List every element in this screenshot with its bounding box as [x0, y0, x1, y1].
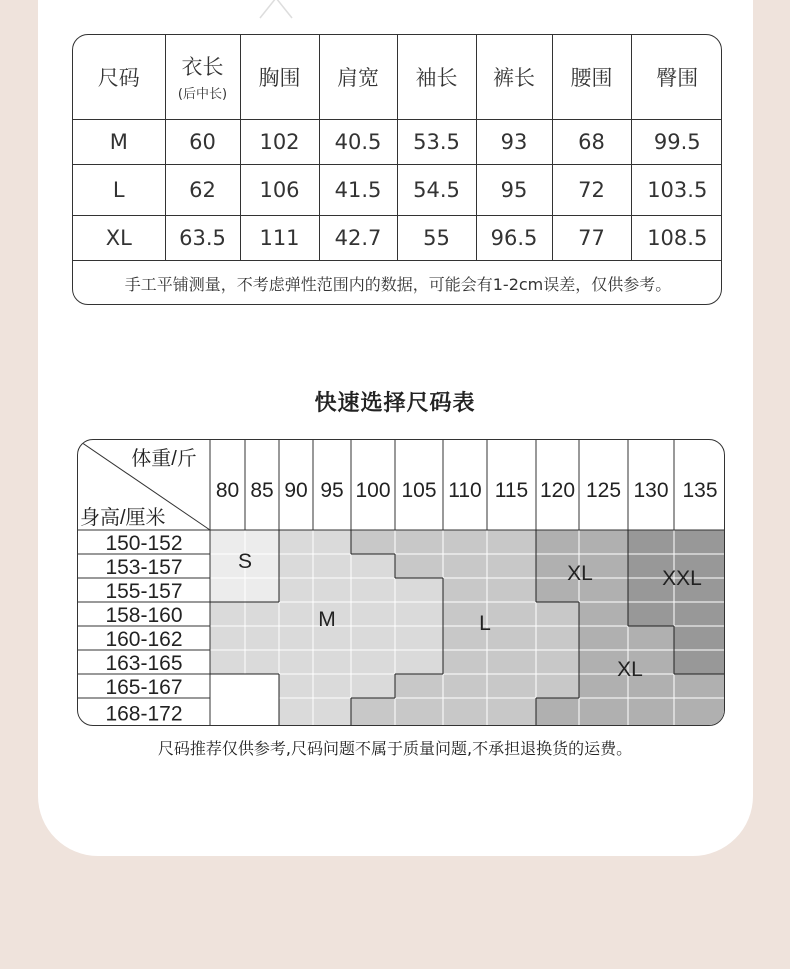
zone-cell [395, 674, 443, 698]
header-label: 衣长 [181, 55, 224, 80]
table-cell: 62 [165, 164, 240, 215]
zone-cell [443, 530, 487, 554]
zone-cell [628, 530, 674, 554]
size-zone-label: XL [617, 658, 643, 681]
zone-cell [210, 698, 245, 726]
weight-header: 105 [401, 479, 437, 502]
table-cell: 108.5 [631, 215, 722, 260]
zone-cell [579, 602, 628, 626]
table-cell: 77 [552, 215, 631, 260]
size-chart-table [72, 34, 722, 305]
zone-cell [395, 602, 443, 626]
zone-cell [579, 530, 628, 554]
quick-select-chart [77, 439, 725, 726]
zone-cell [279, 698, 313, 726]
note-row [73, 260, 722, 305]
table-cell: M [73, 119, 165, 164]
zone-cell [674, 602, 725, 626]
zone-cell [487, 650, 536, 674]
table-cell: 68 [552, 119, 631, 164]
zone-cell [487, 602, 536, 626]
zone-cell [245, 698, 279, 726]
weight-header: 80 [215, 479, 240, 502]
zone-cell [210, 626, 245, 650]
zone-cell [579, 626, 628, 650]
table-cell: 63.5 [165, 215, 240, 260]
table-cell: 42.7 [319, 215, 397, 260]
table-cell: 53.5 [397, 119, 476, 164]
zone-cell [487, 530, 536, 554]
zone-cell [674, 626, 725, 650]
zone-cell [351, 626, 395, 650]
triangle-decoration [258, 0, 294, 20]
size-chart-header-row [73, 35, 722, 119]
table-row [73, 164, 722, 215]
header-sublabel: (后中长) [177, 87, 228, 103]
zone-cell [313, 674, 351, 698]
zone-cell [210, 674, 245, 698]
zone-cell [395, 626, 443, 650]
zone-cell [245, 602, 279, 626]
header-cell: 袖长 [397, 35, 476, 119]
height-axis-label: 身高/厘米 [80, 507, 166, 529]
weight-header: 115 [494, 479, 529, 502]
height-label: 160-162 [105, 628, 183, 651]
zone-cell [351, 650, 395, 674]
zone-cell [245, 674, 279, 698]
zone-cell [536, 674, 579, 698]
weight-header: 125 [585, 479, 622, 502]
zone-cell [351, 698, 395, 726]
zone-cell [245, 578, 279, 602]
table-cell: 111 [240, 215, 319, 260]
zone-cell [628, 626, 674, 650]
zone-cell [395, 650, 443, 674]
zone-cell [536, 530, 579, 554]
zone-cell [628, 602, 674, 626]
zone-cell [279, 650, 313, 674]
table-cell: 41.5 [319, 164, 397, 215]
table-cell: 106 [240, 164, 319, 215]
size-zone-label: L [479, 612, 491, 635]
weight-header: 85 [250, 479, 274, 502]
height-label: 163-165 [105, 652, 183, 675]
height-label: 168-172 [105, 702, 183, 726]
zone-cell [395, 578, 443, 602]
height-label: 155-157 [105, 580, 183, 603]
zone-cell [245, 650, 279, 674]
zone-cell [351, 578, 395, 602]
disclaimer-note: 尺码推荐仅供参考,尺码问题不属于质量问题,不承担退换货的运费。 [157, 739, 633, 758]
zone-cell [351, 554, 395, 578]
table-cell: 54.5 [397, 164, 476, 215]
zone-cell [443, 650, 487, 674]
zone-cell [674, 650, 725, 674]
zone-cell [351, 602, 395, 626]
zone-cell [313, 530, 351, 554]
zone-cell [443, 578, 487, 602]
zone-cell [395, 530, 443, 554]
zone-cell [536, 602, 579, 626]
zone-cell [674, 530, 725, 554]
zone-cell [628, 698, 674, 726]
table-cell: 102 [240, 119, 319, 164]
zone-cell [443, 674, 487, 698]
weight-axis-label: 体重/斤 [131, 448, 197, 470]
header-cell [165, 35, 240, 119]
table-cell: 99.5 [631, 119, 722, 164]
zone-cell [487, 626, 536, 650]
weight-header: 95 [320, 479, 344, 502]
table-row [73, 119, 722, 164]
table-cell: 103.5 [631, 164, 722, 215]
measurement-note: 手工平铺测量，不考虑弹性范围内的数据，可能会有1-2cm误差，仅供参考。 [73, 260, 722, 305]
zone-cell [487, 674, 536, 698]
header-cell: 腰围 [552, 35, 631, 119]
zone-cell [279, 626, 313, 650]
zone-cell [245, 626, 279, 650]
zone-cell [443, 554, 487, 578]
table-cell: 60 [165, 119, 240, 164]
table-cell: 72 [552, 164, 631, 215]
zone-cell [313, 650, 351, 674]
table-cell: 40.5 [319, 119, 397, 164]
zone-cell [487, 578, 536, 602]
zone-cell [279, 578, 313, 602]
zone-cell [487, 698, 536, 726]
zone-cell [313, 578, 351, 602]
height-label: 158-160 [105, 604, 183, 627]
zone-cell [313, 698, 351, 726]
zone-cell [279, 530, 313, 554]
weight-header: 100 [355, 479, 391, 502]
size-zone-label: XL [567, 562, 593, 585]
table-row [73, 215, 722, 260]
table-cell: 55 [397, 215, 476, 260]
size-zone-label: S [237, 550, 253, 573]
weight-header: 135 [682, 479, 718, 502]
zone-cell [210, 650, 245, 674]
zone-cell [536, 698, 579, 726]
height-label: 153-157 [105, 556, 183, 579]
weight-header: 120 [539, 479, 576, 502]
zone-cell [351, 674, 395, 698]
zone-cell [536, 626, 579, 650]
table-cell: 96.5 [476, 215, 552, 260]
weight-header: 130 [633, 479, 669, 502]
zone-cell [395, 554, 443, 578]
header-cell: 尺码 [73, 35, 165, 119]
header-cell: 肩宽 [319, 35, 397, 119]
quick-select-title: 快速选择尺码表 [314, 391, 476, 416]
zone-cell [279, 602, 313, 626]
zone-cell [351, 530, 395, 554]
quick-select-grid [78, 440, 725, 726]
zone-cell [210, 602, 245, 626]
table-cell: XL [73, 215, 165, 260]
size-zone-label: M [318, 608, 336, 631]
zone-cell [210, 578, 245, 602]
size-zone-label: XXL [662, 567, 702, 590]
zone-cell [313, 554, 351, 578]
header-cell: 裤长 [476, 35, 552, 119]
zone-cell [674, 674, 725, 698]
zone-cell [536, 650, 579, 674]
zone-cell [487, 554, 536, 578]
height-label: 150-152 [105, 532, 183, 555]
weight-header: 110 [448, 479, 482, 502]
height-label: 165-167 [105, 676, 183, 699]
zone-cell [443, 698, 487, 726]
zone-cell [279, 674, 313, 698]
zone-cell [674, 698, 725, 726]
zone-cell [395, 698, 443, 726]
table-cell: L [73, 164, 165, 215]
header-cell: 胸围 [240, 35, 319, 119]
table-cell: 95 [476, 164, 552, 215]
table-cell: 93 [476, 119, 552, 164]
zone-cell [279, 554, 313, 578]
weight-header: 90 [284, 479, 308, 502]
zone-cell [579, 698, 628, 726]
header-cell: 臀围 [631, 35, 722, 119]
